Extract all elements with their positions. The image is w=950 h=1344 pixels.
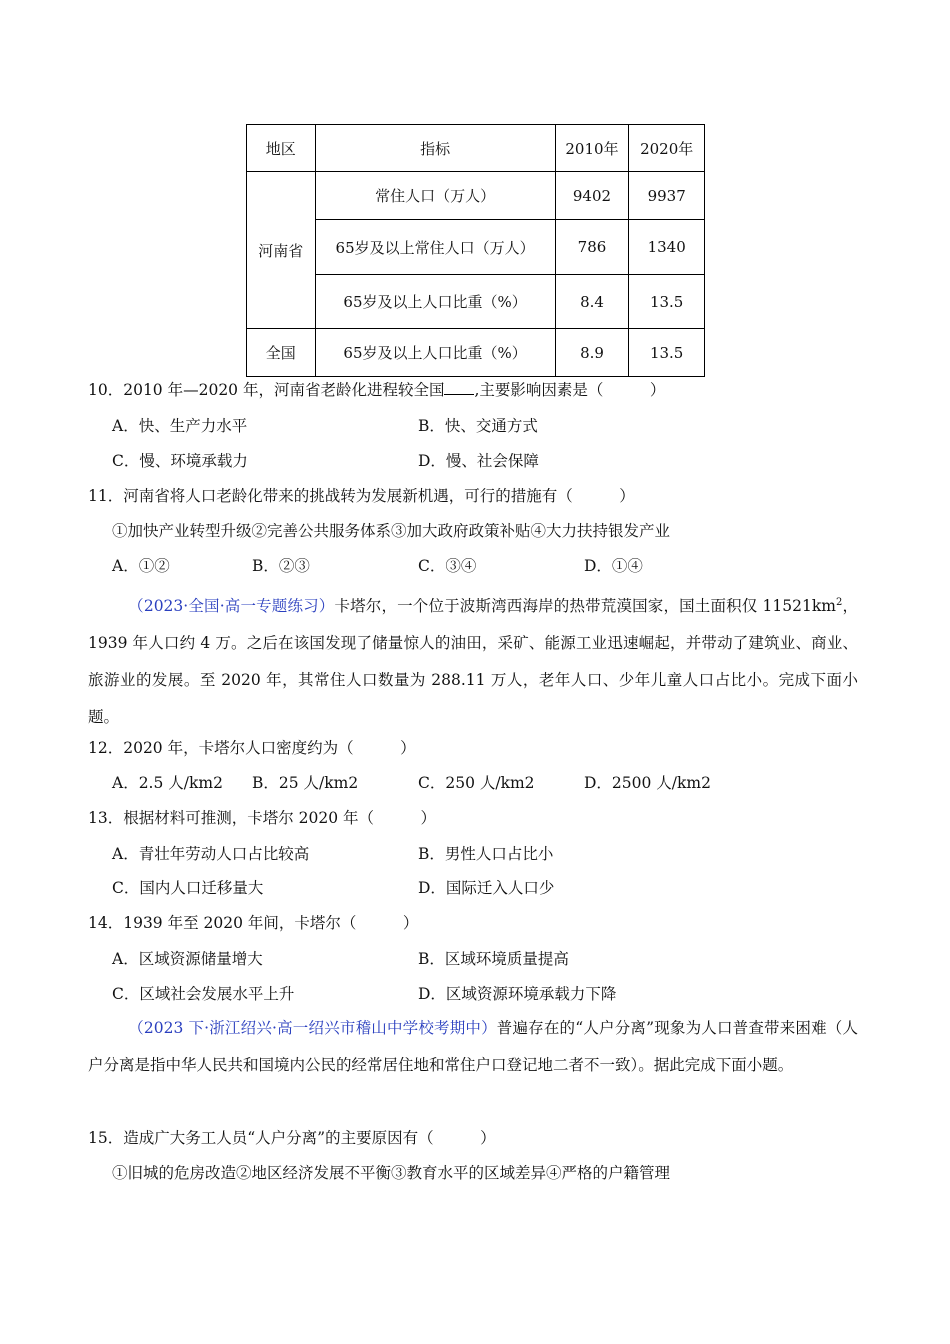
q13-option-d: D．国际迁入人口少	[418, 879, 555, 897]
value-2010: 8.4	[555, 275, 629, 329]
passage-source: （2023 下·浙江绍兴·高一绍兴市稽山中学校考期中）	[128, 1019, 497, 1037]
q12-option-a: A．2.5 人/km2	[112, 774, 223, 792]
q12-option-d: D．2500 人/km2	[584, 774, 711, 792]
q10-stem-post: ,主要影响因素是（ ）	[474, 381, 666, 399]
passage-text: ，1939 年人口约 4 万。之后在该国发现了储量惊人的油田，采矿、能源工业迅速崛起，并带动了建筑业、商业、旅游业的发展。至 2020 年，其常住人口数量为 288.11 万人，老年人口、少年儿童人口占比小。完成下面小题。	[88, 597, 858, 727]
q13-option-a: A．青壮年劳动人口占比较高	[112, 845, 310, 863]
value-2020: 9937	[629, 172, 705, 220]
q13-option-b: B．男性人口占比小	[418, 845, 554, 863]
table-row	[247, 220, 705, 275]
q14-option-a: A．区域资源储量增大	[112, 950, 263, 968]
question-11-stem: 11．河南省将人口老龄化带来的挑战转为发展新机遇，可行的措施有（ ）	[88, 487, 635, 505]
header-2010: 2010年	[555, 125, 629, 172]
table-row	[247, 172, 705, 220]
population-table	[246, 124, 705, 377]
q11-option-b: B．②③	[252, 557, 310, 575]
question-12-stem: 12．2020 年，卡塔尔人口密度约为（ ）	[88, 739, 416, 757]
region-national: 全国	[247, 329, 316, 377]
q11-option-d: D．①④	[584, 557, 643, 575]
passage-text: 普遍存在的“人户分离”现象为人口普查带来困难（人户分离是指中华人民共和国境内公民的经常居住地和常住户口登记地二者不一致）。据此完成下面小题。	[88, 1019, 858, 1074]
header-region: 地区	[247, 125, 316, 172]
q11-option-c: C．③④	[418, 557, 477, 575]
table-row	[247, 329, 705, 377]
q11-option-a: A．①②	[112, 557, 170, 575]
passage-qatar	[88, 584, 858, 736]
header-2020: 2020年	[629, 125, 705, 172]
indicator-cell: 65岁及以上人口比重（%）	[315, 329, 555, 377]
table-row	[247, 275, 705, 329]
answer-blank	[444, 380, 474, 395]
header-indicator: 指标	[315, 125, 555, 172]
q14-option-d: D．区域资源环境承载力下降	[418, 985, 617, 1003]
q14-option-c: C．区域社会发展水平上升	[112, 985, 295, 1003]
value-2020: 13.5	[629, 275, 705, 329]
passage-source: （2023·全国·高一专题练习）	[128, 597, 335, 616]
question-14-stem: 14．1939 年至 2020 年间，卡塔尔（ ）	[88, 914, 419, 932]
value-2020: 1340	[629, 220, 705, 275]
indicator-cell: 65岁及以上人口比重（%）	[315, 275, 555, 329]
q12-option-b: B．25 人/km2	[252, 774, 359, 792]
value-2020: 13.5	[629, 329, 705, 377]
value-2010: 9402	[555, 172, 629, 220]
q10-option-a: A．快、生产力水平	[112, 417, 248, 435]
value-2010: 8.9	[555, 329, 629, 377]
q13-option-c: C．国内人口迁移量大	[112, 879, 264, 897]
q15-items: ①旧城的危房改造②地区经济发展不平衡③教育水平的区域差异④严格的户籍管理	[112, 1164, 671, 1182]
q10-option-b: B．快、交通方式	[418, 417, 538, 435]
q10-stem-pre: 10．2010 年—2020 年，河南省老龄化进程较全国	[88, 381, 445, 399]
q12-option-c: C．250 人/km2	[418, 774, 535, 792]
q10-option-c: C．慢、环境承载力	[112, 452, 248, 470]
table-header-row	[247, 125, 705, 172]
passage-text: 卡塔尔，一个位于波斯湾西海岸的热带荒漠国家，国土面积仅 11521km	[334, 597, 836, 616]
region-henan: 河南省	[247, 172, 316, 329]
q11-items: ①加快产业转型升级②完善公共服务体系③加大政府政策补贴④大力扶持银发产业	[112, 522, 671, 540]
question-13-stem: 13．根据材料可推测，卡塔尔 2020 年（ ）	[88, 809, 437, 827]
question-10-stem	[88, 380, 665, 400]
question-15-stem: 15．造成广大务工人员“人户分离”的主要原因有（ ）	[88, 1129, 496, 1147]
superscript: 2	[835, 597, 843, 608]
value-2010: 786	[555, 220, 629, 275]
indicator-cell: 常住人口（万人）	[315, 172, 555, 220]
passage-household	[88, 1010, 858, 1084]
q14-option-b: B．区域环境质量提高	[418, 950, 569, 968]
indicator-cell: 65岁及以上常住人口（万人）	[315, 220, 555, 275]
q10-option-d: D．慢、社会保障	[418, 452, 539, 470]
